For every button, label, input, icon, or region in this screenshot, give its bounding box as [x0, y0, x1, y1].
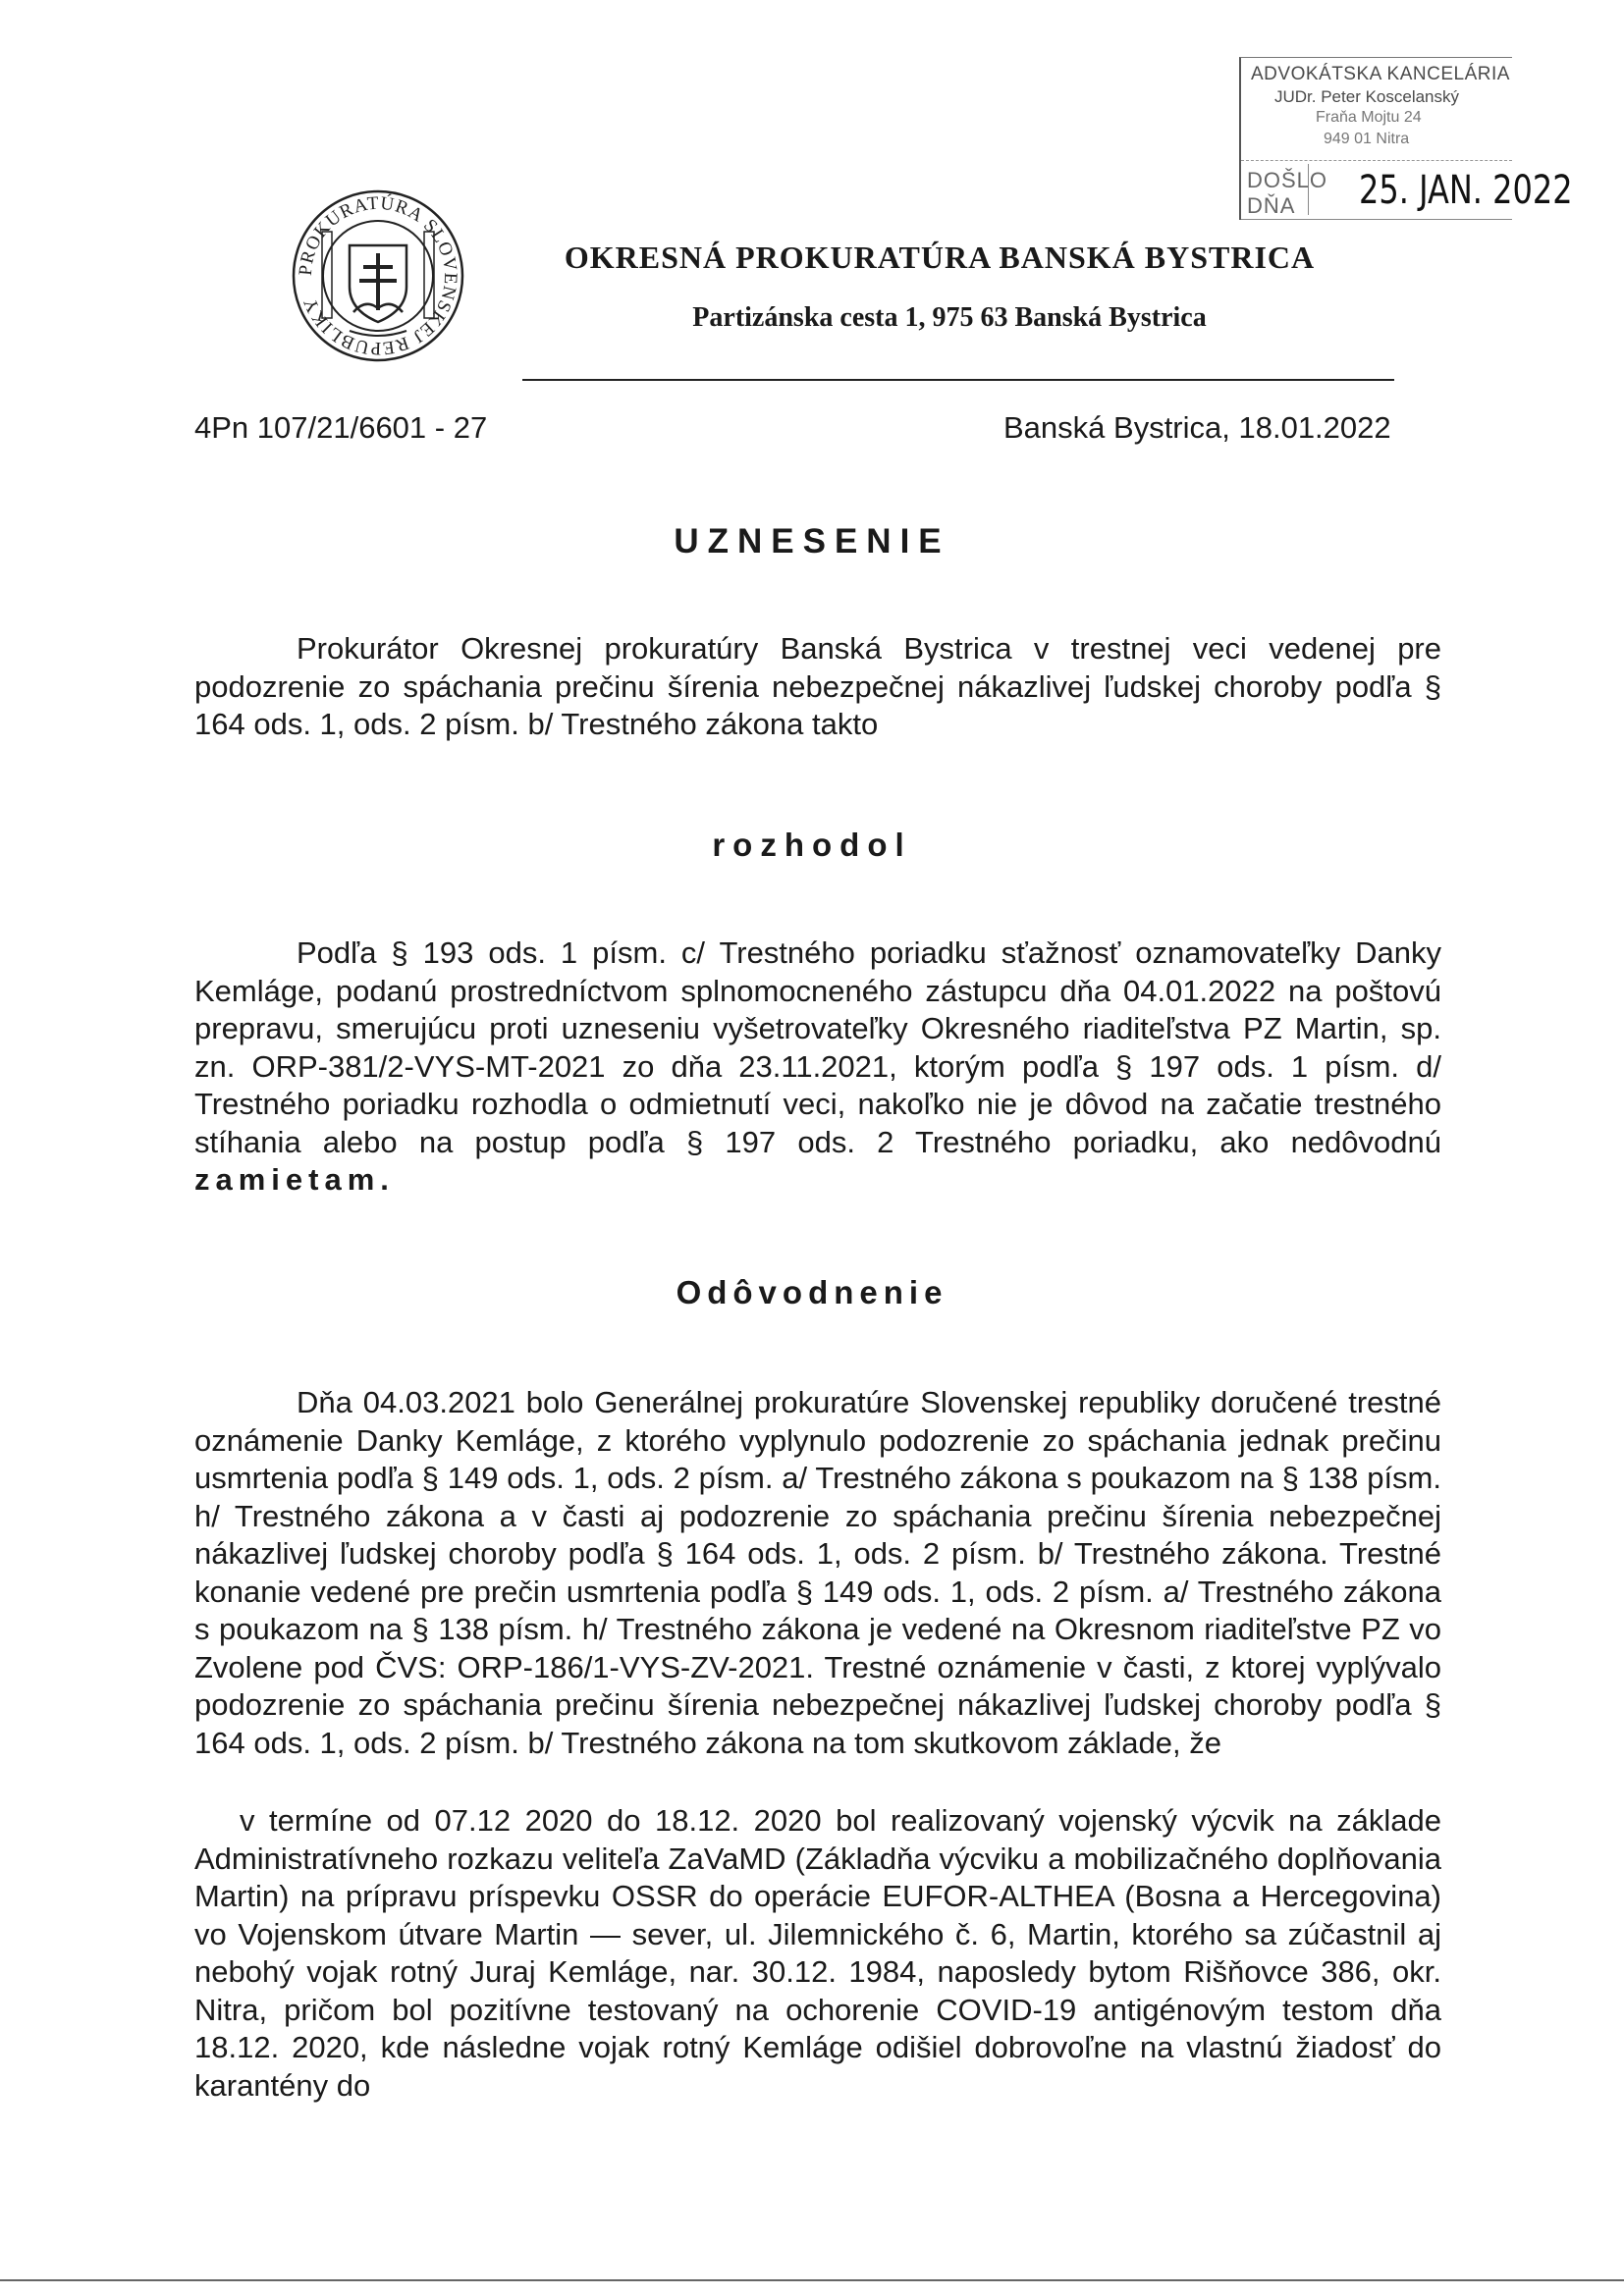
organization-name: OKRESNÁ PROKURATÚRA BANSKÁ BYSTRICA: [564, 240, 1316, 275]
seal-text: PROKURATÚRA SLOVENSKEJ REPUBLIKY: [295, 192, 461, 359]
document-title: UZNESENIE: [674, 522, 950, 561]
received-stamp: [1239, 57, 1573, 220]
decided-heading: rozhodol: [712, 827, 912, 863]
stamp-line-1: ADVOKÁTSKA KANCELÁRIA: [1251, 64, 1510, 84]
reasoning-heading: Odôvodnenie: [676, 1274, 948, 1310]
stamp-separator: [1308, 164, 1309, 215]
organization-address: Partizánska cesta 1, 975 63 Banská Bystrica: [692, 302, 1207, 333]
stamp-divider: [1241, 160, 1512, 161]
decision-text: Podľa § 193 ods. 1 písm. c/ Trestného poriadku sťažnosť oznamovateľky Danky Kemláge, podanú prostredníctvom splnomocneného zástupcu dňa 04.01.2022 na poštovú prepravu, smerujúcu proti uzneseniu vyšetrovateľky Okresného riaditeľstva PZ Martin, sp. zn. ORP-381/2-VYS-MT-2021 zo dňa 23.11.2021, ktorým podľa § 197 ods. 1 písm. d/ Trestného poriadku rozhodla o odmietnutí veci, nakoľko nie je dôvod na začatie trestného stíhania alebo na postup podľa § 197 ods. 2 Trestného poriadku, ako nedôvodnú: [194, 935, 1441, 1159]
stamp-line-4: 949 01 Nitra: [1324, 131, 1410, 147]
stamp-received-label-1: DOŠLO: [1247, 168, 1328, 192]
intro-paragraph: Prokurátor Okresnej prokuratúry Banská Bystrica v trestnej veci vedenej pre podozrenie zo spáchania prečinu šírenia nebezpečnej nákazlivej ľudskej choroby podľa § 164 ods. 1, ods. 2 písm. b/ Trestného zákona takto: [194, 631, 1441, 741]
reference-number: 4Pn 107/21/6601 - 27: [194, 410, 488, 445]
header-divider: [522, 379, 1394, 381]
decision-verb: zamietam.: [194, 1162, 395, 1197]
reasoning-paragraph-2: v termíne od 07.12 2020 do 18.12. 2020 bol realizovaný vojenský výcvik na základe Administratívneho rozkazu veliteľa ZaVaMD (Základňa výcviku a mobilizačného doplňovania Martin) na prípravu príspevku OSSR do operácie EUFOR-ALTHEA (Bosna a Hercegovina) vo Vojenskom útvare Martin — sever, ul. Jilemnického č. 6, Martin, ktorého sa zúčastnil aj nebohý vojak rotný Juraj Kemláge, nar. 30.12. 1984, naposledy bytom Rišňovce 386, okr. Nitra, pričom bol pozitívne testovaný na ochorenie COVID-19 antigénovým testom dňa 18.12. 2020, kde následne vojak rotný Kemláge odišiel dobrovoľne na vlastnú žiadosť do karantény do: [194, 1803, 1441, 2103]
stamp-line-3: Fraňa Mojtu 24: [1316, 109, 1422, 126]
reasoning-paragraph-1: Dňa 04.03.2021 bolo Generálnej prokuratúre Slovenskej republiky doručené trestné oznámenie Danky Kemláge, z ktorého vyplynulo podozrenie zo spáchania jednak prečinu usmrtenia podľa § 149 ods. 1, ods. 2 písm. a/ Trestného zákona s poukazom na § 138 písm. h/ Trestného zákona a v časti aj podozrenie zo spáchania prečinu šírenia nebezpečnej nákazlivej ľudskej choroby podľa § 164 ods. 1, ods. 2 písm. b/ Trestného zákona. Trestné konanie vedené pre prečin usmrtenia podľa § 149 ods. 1, ods. 2 písm. a/ Trestného zákona s poukazom na § 138 písm. h/ Trestného zákona je vedené na Okresnom riaditeľstve PZ vo Zvolene pod ČVS: ORP-186/1-VYS-ZV-2021. Trestné oznámenie v časti, z ktorej vyplývalo podozrenie zo spáchania prečinu šírenia nebezpečnej nákazlivej ľudskej choroby podľa § 164 ods. 1, ods. 2 písm. b/ Trestného zákona na tom skutkovom základe, že: [194, 1385, 1441, 1760]
stamp-received-label: [1247, 168, 1327, 219]
place-and-date: Banská Bystrica, 18.01.2022: [1003, 410, 1391, 445]
stamp-line-2: JUDr. Peter Koscelanský: [1274, 87, 1460, 106]
stamp-bottom-line: [1241, 219, 1512, 220]
stamp-received-label-2: DŇA: [1247, 193, 1296, 218]
prosecution-seal-icon: [291, 188, 465, 363]
page-bottom-edge: [0, 2279, 1624, 2281]
decision-paragraph: [194, 934, 1441, 1200]
stamp-received-date: 25. JAN. 2022: [1359, 168, 1573, 213]
